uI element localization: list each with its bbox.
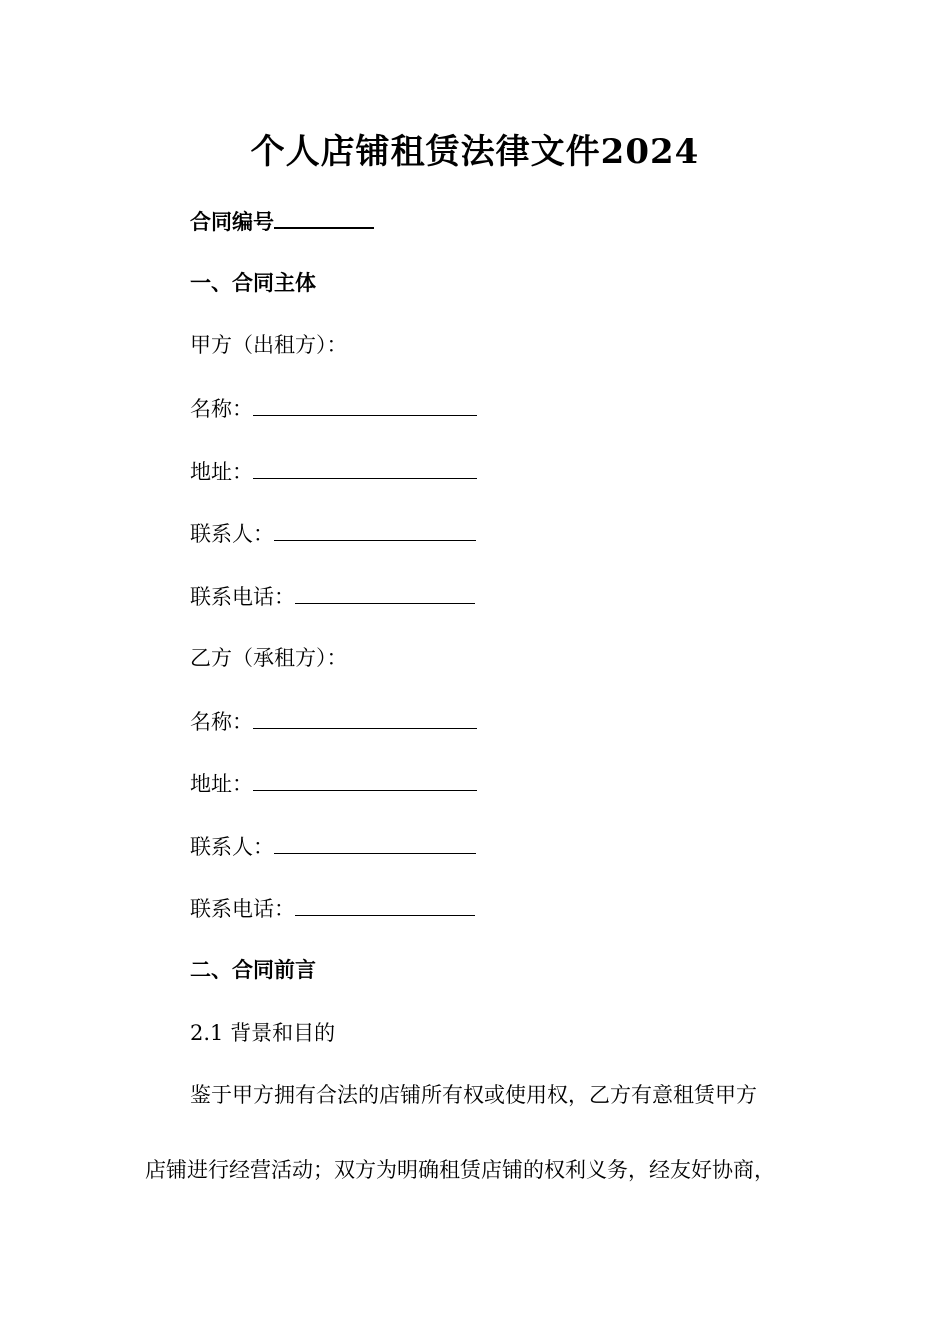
party-b-name-blank[interactable] — [253, 706, 477, 729]
party-b-contact-row — [190, 831, 476, 862]
party-a-heading: 甲方（出租方）： — [190, 333, 348, 357]
party-b-phone-row — [190, 893, 475, 924]
party-a-address-blank[interactable] — [253, 456, 477, 479]
party-a-address-label: 地址： — [190, 460, 253, 484]
paragraph-line-2: 店铺进行经营活动；双方为明确租赁店铺的权利义务，经友好协商， — [145, 1158, 775, 1182]
party-b-heading: 乙方（承租方）： — [190, 646, 348, 670]
document-title: 个人店铺租赁法律文件2024 — [250, 132, 700, 172]
party-b-phone-blank[interactable] — [295, 893, 475, 916]
party-a-contact-label: 联系人： — [190, 522, 274, 546]
party-a-address-row — [190, 456, 477, 487]
party-b-phone-label: 联系电话： — [190, 897, 295, 921]
party-b-contact-blank[interactable] — [274, 831, 476, 854]
party-a-phone-row — [190, 581, 475, 612]
party-a-contact-row — [190, 518, 476, 549]
party-a-name-label: 名称： — [190, 397, 253, 421]
party-a-name-blank[interactable] — [253, 393, 477, 416]
section-1-heading: 一、合同主体 — [190, 270, 316, 295]
contract-number-blank[interactable] — [274, 205, 374, 229]
contract-number-label: 合同编号 — [190, 209, 274, 234]
section-2-heading: 二、合同前言 — [190, 957, 316, 982]
party-b-address-blank[interactable] — [253, 768, 477, 791]
party-b-name-label: 名称： — [190, 710, 253, 734]
subsection-2-1-heading: 2.1 背景和目的 — [190, 1021, 336, 1045]
party-b-name-row — [190, 706, 477, 737]
party-b-address-row — [190, 768, 477, 799]
party-a-name-row — [190, 393, 477, 424]
contract-number-row — [190, 205, 374, 237]
party-a-contact-blank[interactable] — [274, 518, 476, 541]
party-a-phone-label: 联系电话： — [190, 585, 295, 609]
paragraph-line-1: 鉴于甲方拥有合法的店铺所有权或使用权，乙方有意租赁甲方 — [190, 1083, 757, 1107]
party-a-phone-blank[interactable] — [295, 581, 475, 604]
party-b-contact-label: 联系人： — [190, 835, 274, 859]
party-b-address-label: 地址： — [190, 772, 253, 796]
